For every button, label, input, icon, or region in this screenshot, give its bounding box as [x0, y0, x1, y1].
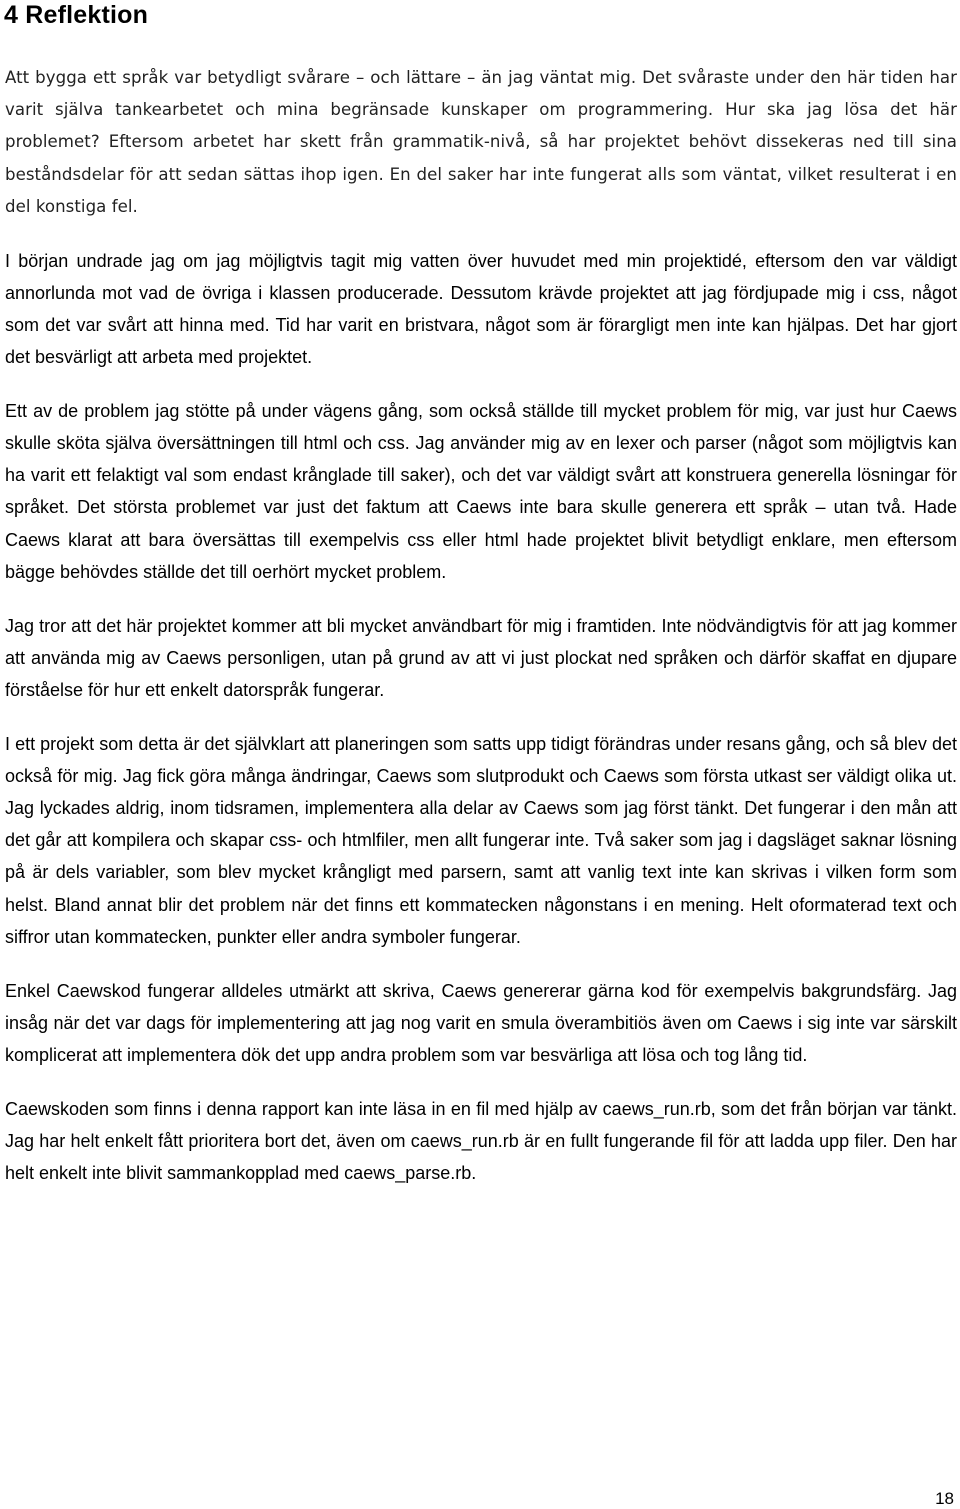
section-heading: 4 Reflektion [4, 1, 149, 29]
paragraph-6: Enkel Caewskod fungerar alldeles utmärkt att skriva, Caews genererar gärna kod för exempelvis bakgrundsfärg. Jag insåg när det var dags för implementering att jag nog varit en smula överambitiös även om Caews i sig inte var särskilt komplicerat att implementera dök det upp andra problem som var besvärliga att lösa och tog lång tid. [5, 980, 957, 1065]
paragraph-4: Jag tror att det här projektet kommer att bli mycket användbart för mig i framtiden. Inte nödvändigtvis för att jag kommer att använda mig av Caews personligen, utan på grund av att vi just plockat ned språken och därför skaffat en djupare förståelse för hur ett enkelt datorspråk fungerar. [5, 615, 957, 700]
paragraph-1: Att bygga ett språk var betydligt svårare – och lättare – än jag väntat mig. Det svåraste under den här tiden har varit själva tankearbetet och mina begränsade kunskaper om programmering. Hur ska jag lösa det här problemet? Eftersom arbetet har skett från grammatik-nivå, så har projektet behövt dissekeras ned till sina beståndsdelar för att sedan sättas ihop igen. En del saker har inte fungerat alls som väntat, vilket resulterat i en del konstiga fel. [5, 68, 957, 216]
page-number: 18 [935, 1489, 954, 1508]
paragraph-3: Ett av de problem jag stötte på under vägens gång, som också ställde till mycket problem för mig, var just hur Caews skulle sköta själva översättningen till html och css. Jag använder mig av en lexer och parser (något som möjligtvis kan ha varit ett felaktigt val som endast krånglade till saker), och det var väldigt svårt att konstruera generella lösningar för språket. Det största problemet var just det faktum att Caews inte bara skulle generera ett språk – utan två. Hade Caews klarat att bara översättas till exempelvis css eller html hade projektet blivit betydligt enklare, men eftersom bägge behövdes ställde det till oerhört mycket problem. [5, 400, 957, 582]
paragraph-7: Caewskoden som finns i denna rapport kan inte läsa in en fil med hjälp av caews_run.rb, som det från början var tänkt. Jag har helt enkelt fått prioritera bort det, även om caews_run.rb är en fullt fungerande fil för att ladda upp filer. Den har helt enkelt inte blivit sammankopplad med caews_parse.rb. [5, 1098, 957, 1184]
paragraph-5: I ett projekt som detta är det självklart att planeringen som satts upp tidigt förändras under resans gång, och så blev det också för mig. Jag fick göra många ändringar, Caews som slutprodukt och Caews som första utkast ser väldigt olika ut. Jag lyckades aldrig, inom tidsramen, implementera alla delar av Caews som jag först tänkt. Det fungerar i den mån att det går att kompilera och skapar css- och htmlfiler, men allt fungerar inte. Två saker som jag i dagsläget saknar lösning på är dels variabler, som blev mycket krångligt med parsern, samt att vanlig text inte kan skrivas i vilken form som helst. Bland annat blir det problem när det finns ett kommatecken någonstans i en mening. Helt oformaterad text och siffror utan kommatecken, punkter eller andra symboler fungerar. [5, 733, 957, 947]
paragraph-2: I början undrade jag om jag möjligtvis tagit mig vatten över huvudet med min projektidé, eftersom den var väldigt annorlunda mot vad de övriga i klassen producerade. Dessutom krävde projektet att jag fördjupade mig i css, något som det var svårt att hinna med. Tid har varit en bristvara, något som är förargligt men inte kan hjälpas. Det har gjort det besvärligt att arbeta med projektet. [5, 250, 957, 368]
body-text [5, 62, 957, 1211]
